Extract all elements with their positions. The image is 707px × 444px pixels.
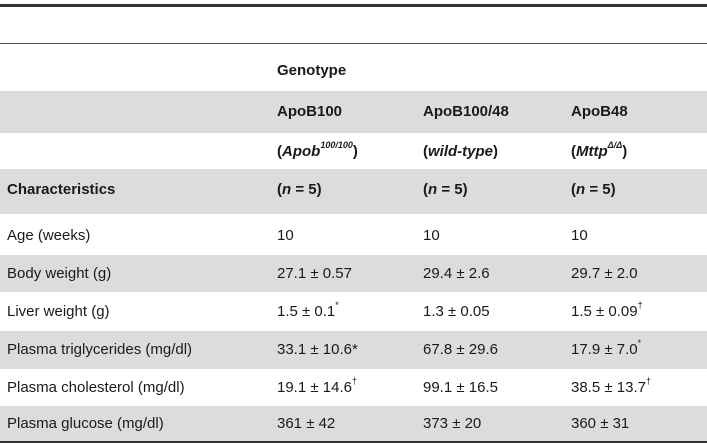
table-cell: 29.4 ± 2.6 xyxy=(423,265,490,282)
table-cell: 67.8 ± 29.6 xyxy=(423,341,498,358)
table-cell: 19.1 ± 14.6† xyxy=(277,376,357,396)
row-label: Plasma glucose (mg/dl) xyxy=(7,415,164,432)
table-cell: 29.7 ± 2.0 xyxy=(571,265,638,282)
genotype-header: Genotype xyxy=(277,62,347,79)
table-cell: 1.3 ± 0.05 xyxy=(423,303,490,320)
table-cell: 10 xyxy=(571,227,588,244)
table-cell: 360 ± 31 xyxy=(571,415,630,432)
column-header-apob100-48: ApoB100/48 xyxy=(423,103,509,120)
characteristics-header: Characteristics xyxy=(7,181,116,198)
row-label: Plasma triglycerides (mg/dl) xyxy=(7,341,193,358)
sample-size-apob100: (n = 5) xyxy=(277,181,322,198)
row-band xyxy=(0,216,707,254)
table-bottom-rule xyxy=(0,441,707,443)
table-cell: 99.1 ± 16.5 xyxy=(423,379,498,396)
table-cell: 17.9 ± 7.0* xyxy=(571,338,642,358)
genotype-band xyxy=(0,44,707,90)
allele-apob100: (Apob$^{100/100}$) xyxy=(277,140,358,160)
table-cell: 10 xyxy=(423,227,440,244)
allele-wild-type: (wild-type) xyxy=(423,143,499,160)
row-label: Age (weeks) xyxy=(7,227,91,244)
allele-mttp: (Mttp$^{\Delta/\Delta}$) xyxy=(571,140,628,160)
table-cell: 361 ± 42 xyxy=(277,415,336,432)
table-cell: 33.1 ± 10.6* xyxy=(277,341,358,358)
table-cell: 1.5 ± 0.09† xyxy=(571,300,643,320)
row-label: Body weight (g) xyxy=(7,265,112,282)
sample-size-apob48: (n = 5) xyxy=(571,181,616,198)
table-top-rule xyxy=(0,4,707,7)
column-header-apob48: ApoB48 xyxy=(571,103,628,120)
table-cell: 10 xyxy=(277,227,294,244)
table-cell: 373 ± 20 xyxy=(423,415,482,432)
row-label: Plasma cholesterol (mg/dl) xyxy=(7,379,185,396)
sample-size-apob100-48: (n = 5) xyxy=(423,181,468,198)
column-header-apob100: ApoB100 xyxy=(277,103,343,120)
row-label: Liver weight (g) xyxy=(7,303,110,320)
table-cell: 27.1 ± 0.57 xyxy=(277,265,352,282)
table-cell: 1.5 ± 0.1* xyxy=(277,300,339,320)
table-cell: 38.5 ± 13.7† xyxy=(571,376,651,396)
